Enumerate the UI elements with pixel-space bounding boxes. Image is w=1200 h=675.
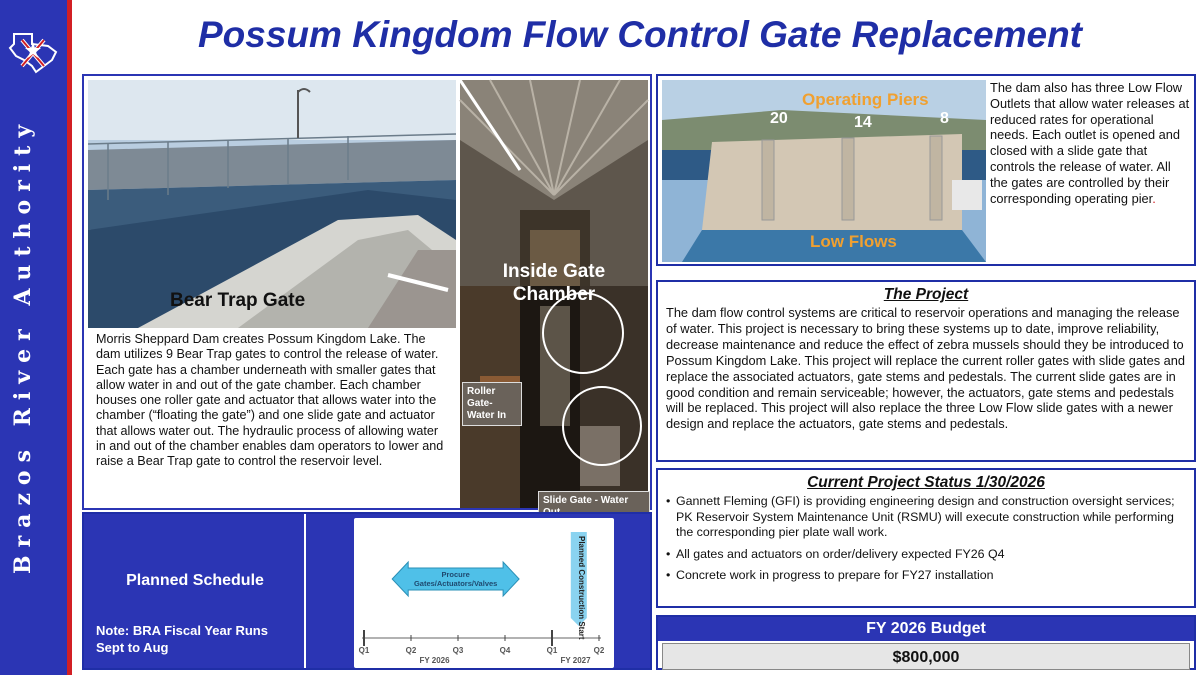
status-item: • Concrete work in progress to prepare for FY27 installation <box>666 568 1186 584</box>
status-item: • Gannett Fleming (GFI) is providing engineering design and construction oversight services; PK Reservoir System Maintenance Unit (RSMU) will execute construction while performing the corresponding pier plate wall work. <box>666 494 1186 541</box>
schedule-tick-label: Q1 <box>546 646 558 655</box>
pier-number-20: 20 <box>770 110 788 127</box>
schedule-tick-label: Q2 <box>405 646 417 655</box>
schedule-tick-label: Q2 <box>593 646 605 655</box>
operating-piers-label: Operating Piers <box>802 90 929 109</box>
inside-gate-chamber-label: Inside Gate Chamber <box>502 261 606 305</box>
project-heading: The Project <box>883 286 969 303</box>
procure-label: Procure <box>441 570 470 579</box>
schedule-chart-svg <box>354 518 614 668</box>
budget-value: $800,000 <box>662 643 1190 670</box>
budget-heading: FY 2026 Budget <box>658 617 1194 641</box>
status-item: • All gates and actuators on order/delivery expected FY26 Q4 <box>666 547 1186 563</box>
sidebar <box>0 0 67 675</box>
low-flow-description-period: . <box>1152 190 1156 206</box>
low-flow-description <box>990 80 1192 206</box>
schedule-title: Planned Schedule <box>126 572 264 589</box>
schedule-chart <box>354 518 614 668</box>
bear-trap-gate-label: Bear Trap Gate <box>170 290 306 311</box>
low-flows-label: Low Flows <box>810 232 897 251</box>
construction-label: Planned Construction Start <box>576 536 586 640</box>
pier-number-8: 8 <box>940 110 949 127</box>
fiscal-year-note: Note: BRA Fiscal Year Runs Sept to Aug <box>96 623 268 655</box>
roller-gate-callout: Roller Gate- Water In <box>462 382 522 426</box>
schedule-fy-label: FY 2027 <box>560 656 591 665</box>
sidebar-accent-stripe <box>67 0 72 675</box>
schedule-tick-label: Q3 <box>452 646 464 655</box>
low-flow-description-main: The dam also has three Low Flow Outlets that allow water releases at reduced rates for operational needs. Each outlet is opened and closed with a slide gate that controls the release of water. All the gates are controlled by their corresponding operating pier <box>990 80 1190 206</box>
status-heading: Current Project Status 1/30/2026 <box>807 474 1045 491</box>
dam-description: Morris Sheppard Dam creates Possum Kingdom Lake. The dam utilizes 9 Bear Trap gates to control the release of water. Each gate has a chamber underneath with smaller gates that allow water in and out of the gate chamber. Each chamber houses one roller gate and actuator that allows water into the chamber (“floating the gate”) and one slide gate and actuator that allows water out. The hydraulic process of allowing water in and out of the chamber enables dam operators to lower and raise a Bear Trap gate to control the reservoir level. <box>88 328 456 506</box>
project-description: The dam flow control systems are critical to reservoir operations and managing the release of water. This project is necessary to bring these systems up to date, improve reliability, decrease maintenance and reduce the effect of zebra mussels should they be introduced to Possum Kingdom Lake. This project will replace the current roller gates with slide gates and replace the associated actuators, gate stems and pedestals. The current slide gates are in good condition and remain serviceable; however, the actuators, gate stems and pedestals will be replaced. This project will also replace the three Low Flow slide gates with a newer design and replace the actuators, gate stems and pedestals. <box>666 305 1186 432</box>
status-panel <box>656 468 1196 608</box>
budget-panel <box>656 615 1196 670</box>
schedule-tick-label: Q4 <box>499 646 511 655</box>
schedule-tick-label: Q1 <box>358 646 370 655</box>
photo-collage-panel <box>82 74 652 510</box>
pier-number-14: 14 <box>854 114 872 131</box>
schedule-info <box>84 514 306 668</box>
low-flow-panel <box>656 74 1196 266</box>
slide-gate-ring <box>562 386 642 466</box>
status-list <box>658 492 1194 592</box>
schedule-fy-label: FY 2026 <box>419 656 450 665</box>
gate-chamber-photo <box>460 80 648 286</box>
schedule-panel <box>82 512 652 670</box>
slide-gate-callout: Slide Gate - Water <box>538 491 650 523</box>
texas-logo-icon <box>4 26 62 76</box>
sidebar-org-name: Brazos River Authority <box>10 116 36 574</box>
procure-label: Gates/Actuators/Valves <box>413 579 498 588</box>
project-panel <box>656 280 1196 462</box>
page-title: Possum Kingdom Flow Control Gate Replacement <box>198 14 1082 55</box>
roller-gate-ring <box>542 292 624 374</box>
